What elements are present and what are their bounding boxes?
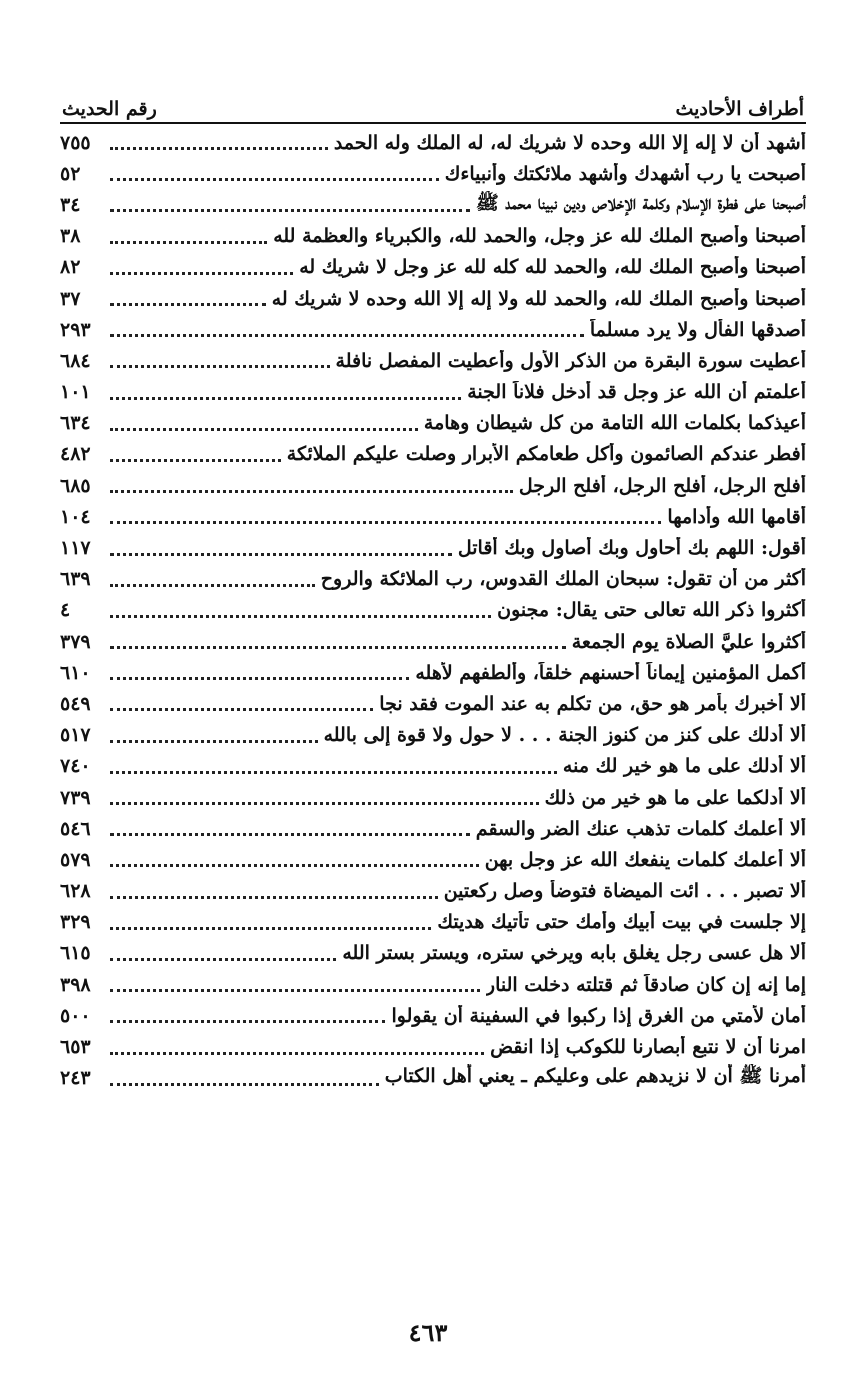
entry-text: أكمل المؤمنين إيماناً أحسنهم خلقاً، وألطفهم لأهله	[415, 661, 806, 684]
index-entry	[60, 345, 806, 376]
entry-text: ألا تصبر . . . ائت الميضاة فتوضأ وصل ركعتين	[443, 880, 806, 903]
index-entry	[60, 876, 806, 907]
index-entry	[60, 127, 806, 158]
running-header	[62, 80, 804, 120]
dot-leader	[110, 553, 452, 556]
dot-leader	[110, 864, 479, 867]
entry-number: ٦٢٨	[60, 880, 91, 903]
dot-leader	[110, 178, 439, 181]
index-entry	[60, 1031, 806, 1062]
index-entry	[60, 720, 806, 751]
index-entry	[60, 408, 806, 439]
entry-text: أفطر عندكم الصائمون وأكل طعامكم الأبرار وصلت عليكم الملائكة	[286, 443, 806, 466]
index-entry	[60, 189, 806, 220]
dot-leader	[110, 521, 661, 524]
index-entry	[60, 314, 806, 345]
dot-leader	[110, 272, 293, 275]
entry-text: أصبحنا وأصبح الملك لله عز وجل، والحمد لله، والكبرياء والعظمة لله	[273, 225, 806, 248]
entry-text: أمان لأمتي من الغرق إذا ركبوا في السفينة أن يقولوا	[391, 1004, 806, 1027]
entry-text: إما إنه إن كان صادقاً ثم قتلته دخلت النار	[485, 973, 806, 996]
dot-leader	[110, 1083, 379, 1086]
entry-text: ألا أدلكما على ما هو خير من ذلك	[544, 786, 806, 809]
entry-text: امرنا أن لا نتبع أبصارنا للكوكب إذا انقض	[490, 1036, 806, 1059]
dot-leader	[110, 771, 557, 774]
entry-number: ٤٨٢	[60, 443, 91, 466]
dot-leader	[110, 646, 566, 649]
entry-number: ٦٣٤	[60, 412, 91, 435]
index-entry	[60, 938, 806, 969]
entry-text: أكثروا ذكر الله تعالى حتى يقال: مجنون	[497, 599, 806, 622]
dot-leader	[110, 677, 409, 680]
entry-number: ٣٩٨	[60, 973, 91, 996]
header-rule	[60, 122, 806, 124]
index-entry	[60, 657, 806, 688]
entry-number: ٥٠٠	[60, 1004, 91, 1027]
index-entry	[60, 283, 806, 314]
entry-number: ٥٧٩	[60, 848, 91, 871]
entry-text: أشهد أن لا إله إلا الله وحده لا شريك له، له الملك وله الحمد	[333, 131, 806, 154]
index-entry	[60, 751, 806, 782]
entry-text: أصبحت يا رب أشهدك وأشهد ملائكتك وأنبياءك	[444, 162, 806, 185]
dot-leader	[110, 740, 318, 743]
entry-text: ألا هل عسى رجل يغلق بابه ويرخي ستره، ويستر بستر الله	[342, 942, 806, 965]
dot-leader	[110, 989, 480, 992]
index-entry	[60, 532, 806, 563]
dot-leader	[110, 365, 330, 368]
header-title: أطراف الأحاديث	[675, 98, 804, 120]
dot-leader	[110, 334, 584, 337]
entry-text: أعلمتم أن الله عز وجل قد أدخل فلاناً الجنة	[467, 381, 806, 404]
dot-leader	[110, 802, 539, 805]
dot-leader	[110, 303, 266, 306]
entry-number: ٦١٥	[60, 942, 91, 965]
entry-text: أقامها الله وأدامها	[667, 505, 806, 528]
dot-leader	[110, 397, 461, 400]
entry-number: ٣٧	[60, 287, 81, 310]
hadith-index-list	[60, 127, 806, 1094]
index-entry	[60, 564, 806, 595]
entry-text: أقول: اللهم بك أحاول وبك أصاول وبك أقاتل	[457, 537, 806, 560]
entry-number: ٨٢	[60, 256, 81, 279]
entry-number: ٥٢	[60, 162, 81, 185]
entry-number: ٦٣٩	[60, 568, 91, 591]
header-column-label: رقم الحديث	[62, 98, 157, 120]
entry-number: ١٠١	[60, 381, 91, 404]
dot-leader	[110, 428, 418, 431]
entry-text: إلا جلست في بيت أبيك وأمك حتى تأتيك هديتك	[437, 911, 806, 934]
entry-number: ١٠٤	[60, 505, 91, 528]
entry-number: ٧٣٩	[60, 786, 91, 809]
entry-text: أصبحنا وأصبح الملك لله، والحمد لله كله لله عز وجل لا شريك له	[299, 256, 806, 279]
entry-number: ٢٤٣	[60, 1067, 91, 1090]
index-entry	[60, 782, 806, 813]
dot-leader	[110, 209, 470, 212]
dot-leader	[110, 1020, 385, 1023]
dot-leader	[110, 490, 513, 493]
entry-text: أكثروا عليَّ الصلاة يوم الجمعة	[571, 630, 806, 653]
entry-text: أكثر من أن تقول: سبحان الملك القدوس، رب الملائكة والروح	[320, 568, 806, 591]
dot-leader	[110, 147, 328, 150]
entry-number: ٢٩٣	[60, 318, 91, 341]
entry-number: ٣٧٩	[60, 630, 91, 653]
entry-number: ٦٨٤	[60, 349, 91, 372]
entry-text: أفلح الرجل، أفلح الرجل، أفلح الرجل	[518, 474, 806, 497]
entry-text: أصدقها الفأل ولا يرد مسلماً	[589, 318, 806, 341]
index-entry	[60, 907, 806, 938]
index-entry	[60, 470, 806, 501]
index-entry	[60, 221, 806, 252]
dot-leader	[110, 1052, 484, 1055]
index-entry	[60, 813, 806, 844]
entry-number: ٦٨٥	[60, 474, 91, 497]
entry-text: ألا أخبرك بأمر هو حق، من تكلم به عند الموت فقد نجا	[379, 692, 806, 715]
entry-text: ألا أدلك على كنز من كنوز الجنة . . . لا حول ولا قوة إلى بالله	[323, 724, 806, 747]
page-number: ٤٦٣	[408, 1318, 448, 1347]
index-entry	[60, 158, 806, 189]
entry-text: أعيذكما بكلمات الله التامة من كل شيطان وهامة	[423, 412, 806, 435]
dot-leader	[110, 584, 315, 587]
entry-number: ١١٧	[60, 537, 91, 560]
entry-text: ألا أدلك على ما هو خير لك منه	[562, 755, 806, 778]
dot-leader	[110, 241, 267, 244]
entry-number: ٣٨	[60, 225, 81, 248]
entry-text: أمرنا ﷺ أن لا نزيدهم على وعليكم ـ يعني أهل الكتاب	[384, 1065, 806, 1088]
entry-text: ألا أعلمك كلمات تذهب عنك الضر والسقم	[475, 817, 806, 840]
index-entry	[60, 595, 806, 626]
index-entry	[60, 844, 806, 875]
entry-number: ٥٤٦	[60, 817, 91, 840]
entry-text: أصبحنا وأصبح الملك لله، والحمد لله ولا إله إلا الله وحده لا شريك له	[271, 287, 806, 310]
dot-leader	[110, 459, 281, 462]
index-entry	[60, 626, 806, 657]
dot-leader	[110, 958, 336, 961]
entry-text: أعطيت سورة البقرة من الذكر الأول وأعطيت المفصل نافلة	[335, 349, 806, 372]
entry-number: ٥١٧	[60, 724, 91, 747]
dot-leader	[110, 708, 373, 711]
index-entry	[60, 377, 806, 408]
index-entry	[60, 688, 806, 719]
entry-text: أصبحنا على فطرة الإسلام وكلمة الإخلاص ودين نبينا محمد ﷺ	[475, 191, 806, 214]
entry-number: ٥٤٩	[60, 692, 91, 715]
entry-number: ٦٥٣	[60, 1036, 91, 1059]
dot-leader	[110, 833, 470, 836]
entry-number: ٦١٠	[60, 661, 91, 684]
index-entry	[60, 1000, 806, 1031]
entry-text: ألا أعلمك كلمات ينفعك الله عز وجل بهن	[484, 848, 806, 871]
index-entry	[60, 501, 806, 532]
index-entry	[60, 252, 806, 283]
entry-number: ٧٤٠	[60, 755, 91, 778]
entry-number: ٣٢٩	[60, 911, 91, 934]
dot-leader	[110, 615, 491, 618]
entry-number: ٤	[60, 599, 71, 622]
index-entry	[60, 969, 806, 1000]
index-entry	[60, 439, 806, 470]
dot-leader	[110, 896, 438, 899]
dot-leader	[110, 927, 431, 930]
entry-number: ٣٤	[60, 193, 81, 216]
index-entry	[60, 1063, 806, 1094]
entry-number: ٧٥٥	[60, 131, 91, 154]
